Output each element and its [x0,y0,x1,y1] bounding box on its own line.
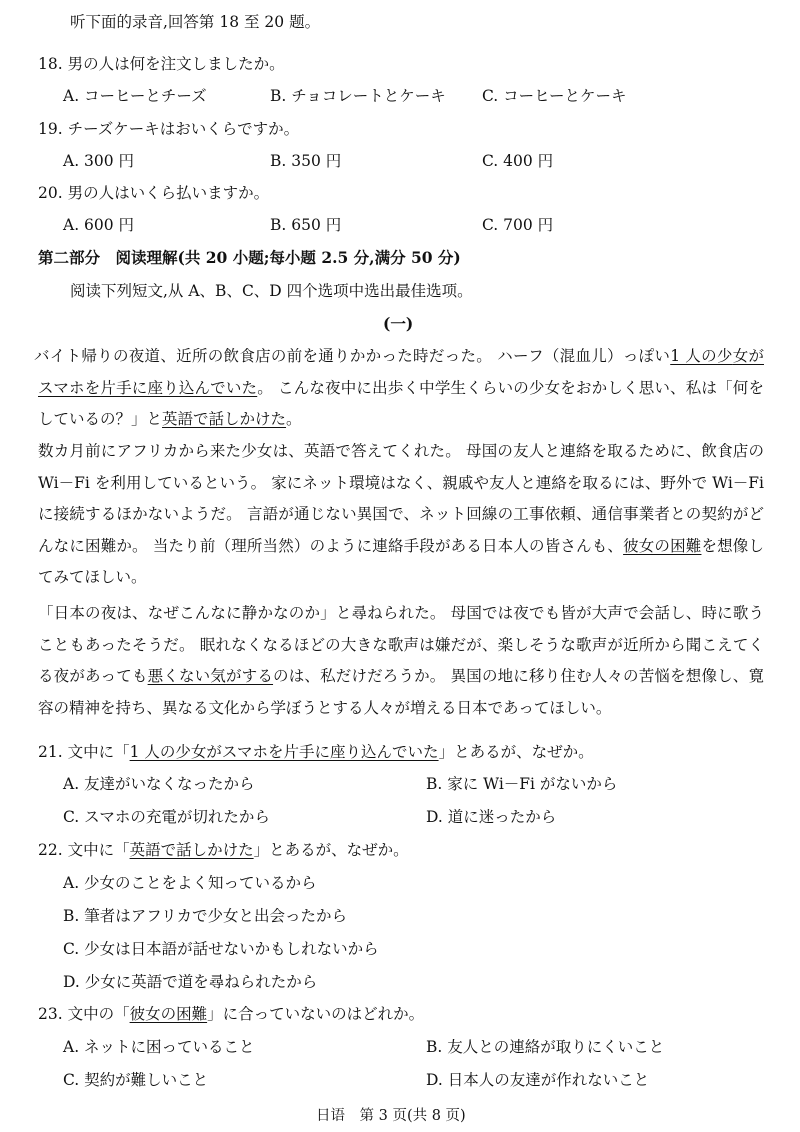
q23-option-c: C. 契約が難しいこと [63,1071,209,1089]
question-19: 19. チーズケーキはおいくらですか。 [38,120,300,138]
underlined-phrase: 英語で話しかけた [162,410,287,428]
question-18: 18. 男の人は何を注文しましたか。 [38,55,285,73]
passage-paragraph-3: 「日本の夜は、なぜこんなに静かなのか」と尋ねられた。 母国では夜でも皆が大声で会話し、時に歌うこともあったそうだ。 眠れなくなるほどの大きな歌声は嫌だが、楽しそうな歌声が近所から聞こえてくる夜があっても悪くない気がするのは、私だけだろうか。 異国の地に移り住む人々の苦悩を想像し、寛容の精神を持ち、異なる文化から学ぼうとする人々が増える日本であってほしい。 [38,604,764,717]
q22-option-c: C. 少女は日本語が話せないかもしれないから [63,940,379,958]
question-22: 22. 文中に「英語で話しかけた」とあるが、なぜか。 [38,841,409,859]
q20-option-c: C. 700 円 [482,216,554,234]
q20-option-a: A. 600 円 [63,216,135,234]
underlined-phrase: 悪くない気がする [147,667,274,685]
q23-option-a: A. ネットに困っていること [63,1038,255,1056]
underlined-phrase: 女がスマホを片手に座り込んでいた [38,347,764,397]
q23-option-d: D. 日本人の友達が作れないこと [426,1071,650,1089]
question-21: 21. 文中に「1 人の少女がスマホを片手に座り込んでいた」とあるが、なぜか。 [38,743,594,761]
passage-paragraph-1: バイト帰りの夜道、近所の飲食店の前を通りかかった時だった。 ハーフ（混血儿）っぽい1 人の少女がスマホを片手に座り込んでいた。 こんな夜中に出歩く中学生くらいの少女をおかしく思い、私は「何をしているの？」と英語で話しかけた。 [34,347,764,428]
q20-option-b: B. 650 円 [270,216,342,234]
question-20: 20. 男の人はいくら払いますか。 [38,184,270,202]
q21-option-b: B. 家に Wi－Fi がないから [426,775,618,793]
page-footer: 日语 第 3 页(共 8 页) [316,1108,466,1124]
passage-title: (一) [383,314,414,333]
underlined-phrase: 彼女の困難 [623,536,702,555]
q22-option-d: D. 少女に英語で道を尋ねられたから [63,973,318,991]
q21-option-c: C. スマホの充電が切れたから [63,808,270,826]
passage-paragraph-2: 数カ月前にアフリカから来た少女は、英語で答えてくれた。 母国の友人と連絡を取るために、飲食店の Wi－Fi を利用しているという。 家にネット環境はなく、親戚や友人と連絡を取るには、野外で Wi－Fi に接続するほかないようだ。 言語が通じない異国で、ネット回線の工事依頼、通信事業者との契約がどんなに困難か。 当たり前（理所当然）のように連絡手段がある日本人の皆さんも、彼女の困難を想像してみてほしい。 [38,442,764,586]
underlined-phrase: 1 人の少 [670,347,733,365]
q18-option-a: A. コーヒーとチーズ [63,87,207,105]
q22-option-a: A. 少女のことをよく知っているから [63,874,317,892]
q19-option-b: B. 350 円 [270,152,342,170]
q21-option-a: A. 友達がいなくなったから [63,775,255,793]
q21-option-d: D. 道に迷ったから [426,808,557,826]
listening-instruction: 听下面的录音,回答第 18 至 20 题。 [70,13,321,31]
reading-instruction: 阅读下列短文,从 A、B、C、D 四个选项中选出最佳选项。 [70,282,473,300]
q18-option-c: C. コーヒーとケーキ [482,87,627,105]
q18-option-b: B. チョコレートとケーキ [270,87,446,105]
question-23: 23. 文中の「彼女の困難」に合っていないのはどれか。 [38,1005,425,1023]
q23-option-b: B. 友人との連絡が取りにくいこと [426,1038,665,1056]
q22-option-b: B. 筆者はアフリカで少女と出会ったから [63,907,347,925]
q19-option-c: C. 400 円 [482,152,554,170]
section-title: 第二部分 阅读理解(共 20 小题;每小题 2.5 分,满分 50 分) [38,248,461,267]
q19-option-a: A. 300 円 [63,152,135,170]
